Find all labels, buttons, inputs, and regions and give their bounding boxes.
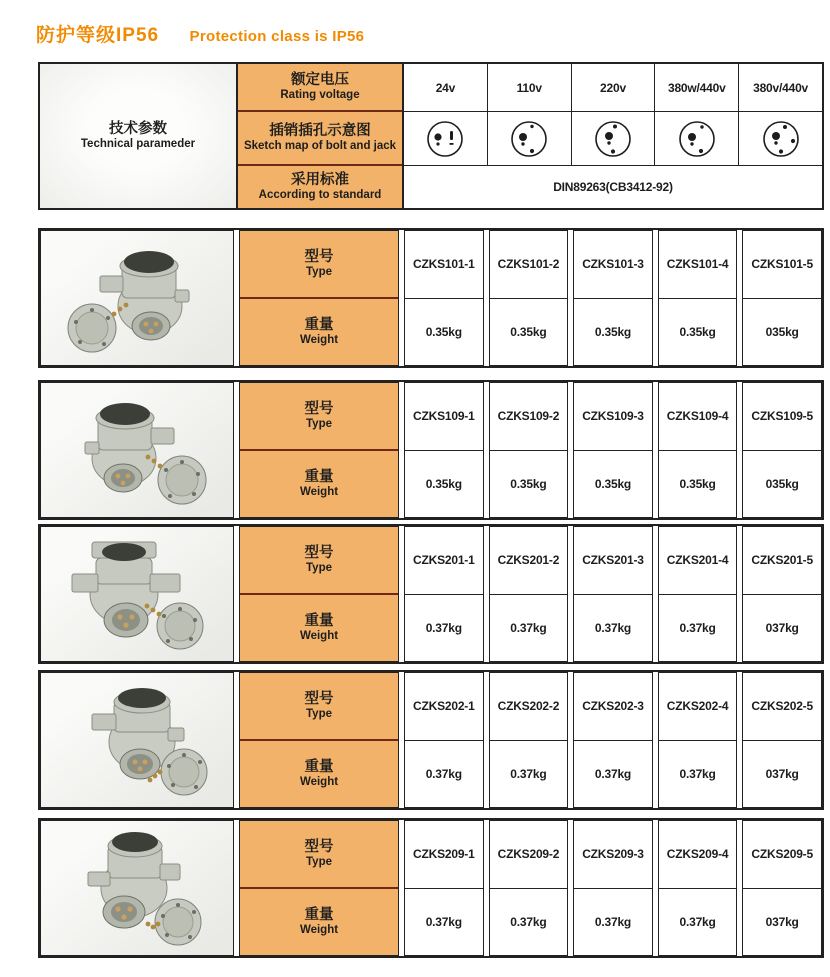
- model-column: [489, 672, 569, 808]
- product-table-czks109: [38, 380, 824, 520]
- model-column: [573, 820, 653, 956]
- spec-left-header: [40, 64, 238, 208]
- voltage-cell: 220v: [572, 64, 656, 111]
- weight-value: 035kg: [743, 298, 821, 366]
- standard-value: DIN89263(CB3412-92): [553, 180, 673, 194]
- voltage-cell: 380w/440v: [655, 64, 739, 111]
- weight-value: 0.35kg: [659, 450, 737, 518]
- weight-value: 0.37kg: [405, 594, 483, 662]
- type-value: CZKS209-5: [751, 847, 813, 862]
- sketch-row: [404, 112, 822, 166]
- socket-4pin-sketch-icon: [739, 112, 822, 165]
- type-value: CZKS209-4: [666, 847, 729, 862]
- type-value: CZKS201-1: [413, 553, 475, 568]
- product-photo: [40, 672, 234, 808]
- weight-label: 重量 Weight: [240, 593, 398, 661]
- type-value: CZKS101-3: [582, 257, 644, 272]
- type-value: CZKS202-5: [751, 699, 813, 714]
- model-column: [404, 820, 484, 956]
- weight-value: 0.37kg: [574, 740, 652, 808]
- type-value: CZKS201-2: [497, 553, 560, 568]
- standard-label: 采用标准 According to standard: [238, 166, 402, 208]
- type-label: 型号 Type: [240, 821, 398, 887]
- type-value: CZKS201-5: [751, 553, 813, 568]
- model-column: [573, 526, 653, 662]
- product-label-column: [239, 820, 399, 956]
- type-value: CZKS209-1: [413, 847, 475, 862]
- weight-value: 0.35kg: [574, 450, 652, 518]
- weight-value: 0.37kg: [574, 888, 652, 956]
- product-photo: [40, 230, 234, 366]
- type-value: CZKS101-5: [751, 257, 813, 272]
- spec-left-en: Technical parameder: [80, 138, 196, 151]
- weight-value: 037kg: [743, 740, 821, 808]
- voltage-cell: 24v: [404, 64, 488, 111]
- model-column: [658, 382, 738, 518]
- weight-value: 0.37kg: [490, 594, 568, 662]
- rating-voltage-label: 额定电压 Rating voltage: [238, 64, 402, 112]
- type-value: CZKS109-5: [751, 409, 813, 424]
- spec-left-zh: 技术参数: [109, 121, 167, 138]
- product-label-column: [239, 382, 399, 518]
- model-column: [489, 382, 569, 518]
- page-title-zh: 防护等级IP56: [36, 25, 160, 46]
- weight-value: 0.37kg: [490, 888, 568, 956]
- voltage-cell: 110v: [488, 64, 572, 111]
- socket-3pin-sketch-icon: [655, 112, 739, 165]
- type-value: CZKS101-4: [666, 257, 729, 272]
- product-label-column: [239, 230, 399, 366]
- model-column: [404, 230, 484, 366]
- page-title-en: Protection class is IP56: [189, 28, 365, 45]
- socket-3pin-sketch-icon: [572, 112, 656, 165]
- type-value: CZKS201-4: [666, 553, 729, 568]
- weight-value: 0.37kg: [659, 740, 737, 808]
- weight-value: 0.37kg: [405, 740, 483, 808]
- model-column: [658, 230, 738, 366]
- weight-value: 0.37kg: [659, 594, 737, 662]
- model-column: [404, 526, 484, 662]
- sketch-map-label: 插销插孔示意图 Sketch map of bolt and jack: [238, 112, 402, 166]
- weight-value: 0.35kg: [405, 298, 483, 366]
- weight-label: 重量 Weight: [240, 449, 398, 517]
- weight-value: 0.35kg: [490, 450, 568, 518]
- product-table-czks209: [38, 818, 824, 958]
- page-title: [36, 20, 364, 47]
- type-label: 型号 Type: [240, 231, 398, 297]
- product-table-czks202: [38, 670, 824, 810]
- socket-2pin-sketch-icon: [404, 112, 488, 165]
- model-column: [573, 230, 653, 366]
- weight-value: 035kg: [743, 450, 821, 518]
- model-column: [742, 820, 822, 956]
- type-label: 型号 Type: [240, 673, 398, 739]
- product-photo: [40, 382, 234, 518]
- standard-row: [404, 166, 822, 208]
- type-label: 型号 Type: [240, 527, 398, 593]
- type-value: CZKS101-1: [413, 257, 475, 272]
- spec-table: [38, 62, 824, 210]
- weight-value: 0.35kg: [405, 450, 483, 518]
- weight-value: 0.37kg: [405, 888, 483, 956]
- weight-label: 重量 Weight: [240, 297, 398, 365]
- model-column: [489, 526, 569, 662]
- spec-data-area: [404, 64, 822, 208]
- weight-label: 重量 Weight: [240, 887, 398, 955]
- weight-value: 037kg: [743, 594, 821, 662]
- model-column: [658, 820, 738, 956]
- product-label-column: [239, 672, 399, 808]
- type-value: CZKS209-2: [497, 847, 560, 862]
- model-column: [742, 526, 822, 662]
- model-column: [573, 672, 653, 808]
- type-value: CZKS209-3: [582, 847, 644, 862]
- type-label: 型号 Type: [240, 383, 398, 449]
- model-column: [404, 672, 484, 808]
- type-value: CZKS202-2: [497, 699, 560, 714]
- product-photo: [40, 820, 234, 956]
- type-value: CZKS101-2: [497, 257, 560, 272]
- model-column: [658, 526, 738, 662]
- weight-value: 0.35kg: [574, 298, 652, 366]
- product-label-column: [239, 526, 399, 662]
- weight-value: 0.37kg: [490, 740, 568, 808]
- weight-value: 0.35kg: [490, 298, 568, 366]
- type-value: CZKS202-4: [666, 699, 729, 714]
- model-column: [658, 672, 738, 808]
- type-value: CZKS109-2: [497, 409, 560, 424]
- product-table-czks201: [38, 524, 824, 664]
- type-value: CZKS201-3: [582, 553, 644, 568]
- model-column: [573, 382, 653, 518]
- weight-label: 重量 Weight: [240, 739, 398, 807]
- type-value: CZKS109-4: [666, 409, 729, 424]
- model-column: [742, 382, 822, 518]
- product-table-czks101: [38, 228, 824, 368]
- voltage-cell: 380v/440v: [753, 80, 809, 95]
- model-column: [742, 672, 822, 808]
- weight-value: 0.35kg: [659, 298, 737, 366]
- spec-row-labels: [238, 64, 404, 208]
- type-value: CZKS109-1: [413, 409, 475, 424]
- model-column: [489, 820, 569, 956]
- weight-value: 0.37kg: [574, 594, 652, 662]
- voltage-row: [404, 64, 822, 112]
- type-value: CZKS202-3: [582, 699, 644, 714]
- type-value: CZKS109-3: [582, 409, 644, 424]
- model-column: [489, 230, 569, 366]
- product-photo: [40, 526, 234, 662]
- socket-3pin-sketch-icon: [488, 112, 572, 165]
- model-column: [742, 230, 822, 366]
- type-value: CZKS202-1: [413, 699, 475, 714]
- weight-value: 0.37kg: [659, 888, 737, 956]
- model-column: [404, 382, 484, 518]
- weight-value: 037kg: [743, 888, 821, 956]
